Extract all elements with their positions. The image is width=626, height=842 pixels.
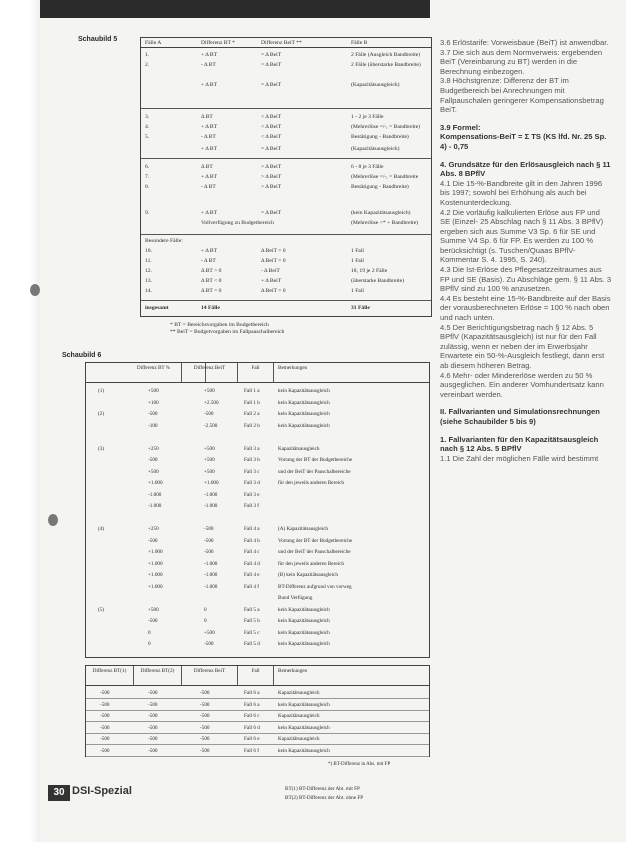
table-cell: +500 — [148, 606, 159, 613]
table-cell: Fall 2 b — [244, 422, 260, 429]
table-cell: und der BeiT der Pauschalbereiche — [278, 468, 351, 475]
table-row — [141, 164, 431, 172]
table-row — [86, 560, 429, 569]
schaubild5-table — [140, 37, 432, 317]
table-header — [141, 38, 431, 48]
table-cell: Δ BeiT = 0 — [261, 248, 286, 254]
table-cell: +1.000 — [148, 572, 163, 578]
table-row — [86, 387, 429, 396]
table-cell: -500 — [200, 747, 210, 754]
table-cell: +500 — [204, 445, 215, 452]
table-cell: > Δ BeiT — [261, 174, 282, 180]
table-cell: +500 — [204, 629, 215, 636]
table-cell: -500 — [100, 747, 110, 754]
table-cell: (überstarke Bandbreite) — [351, 278, 404, 284]
section2-heading: II. Fallvarianten und Simulationsrechnungen (siehe Schaubilder 5 bis 9) — [440, 407, 600, 426]
table-cell: 5. — [145, 134, 150, 140]
table-cell: -500 — [100, 713, 110, 719]
table-cell: (1) — [98, 388, 105, 394]
table-cell: Fall 5 c — [244, 629, 260, 636]
table-cell: Fall 5 a — [244, 606, 260, 613]
table-cell: Fall 1 b — [244, 399, 260, 406]
schaubild5-label: Schaubild 5 — [78, 36, 118, 43]
table-cell: (4) — [98, 526, 105, 532]
table-cell: +2.500 — [204, 399, 219, 406]
table-cell: 18, 19 je 2 Fälle — [351, 268, 388, 274]
table-cell: Fall 3 f — [244, 503, 259, 509]
table-cell: (A) Kapazitätsausgleich — [278, 526, 328, 532]
table-cell: 1 - 2 je 3 Fälle — [351, 114, 384, 120]
page-number: 30 — [48, 785, 70, 801]
table-row — [86, 491, 429, 500]
table-cell: -500 — [148, 701, 158, 708]
table-cell: Vorrang der BT der Budgetbereiche — [278, 457, 353, 463]
footnote: BT(2) BT-Differenz der Abt. ohne FP — [285, 795, 364, 801]
table-row — [86, 456, 429, 465]
table-cell: +500 — [204, 457, 215, 463]
table-cell: Fall 3 a — [244, 445, 260, 452]
table-row — [86, 445, 429, 454]
table-cell: 1 Fall — [351, 288, 364, 294]
table-row — [86, 723, 429, 734]
table-row — [141, 124, 431, 132]
table-cell: Δ BeiT = 0 — [261, 258, 286, 264]
table-cell: -500 — [200, 724, 210, 731]
table-cell: (B) kein Kapazitätsausgleich — [278, 572, 338, 578]
table-row — [86, 502, 429, 511]
table-cell: + Δ BT — [201, 174, 218, 180]
table-cell: -500 — [204, 641, 214, 647]
table-row — [86, 594, 429, 603]
table-cell: + Δ BT — [201, 124, 218, 130]
table-row — [86, 583, 429, 592]
table-cell: = Δ BeiT — [261, 52, 282, 58]
table-row — [86, 688, 429, 699]
table-cell: -1.000 — [148, 503, 162, 509]
table-note: *) BT-Differenz in Abs. mit FP — [328, 762, 391, 767]
table-cell: Fall 6 e — [244, 736, 260, 742]
table-cell: > Δ BeiT — [261, 184, 282, 190]
table-cell: -1.000 — [204, 491, 218, 498]
total-label: insgesamt — [145, 305, 169, 311]
table-cell: +500 — [204, 468, 215, 475]
table-cell: Fall 2 a — [244, 411, 260, 417]
divider — [141, 300, 431, 301]
table-cell: 9. — [145, 210, 150, 216]
divider — [141, 158, 431, 159]
table-row — [141, 220, 431, 228]
table-row — [86, 629, 429, 638]
table-cell: Fall 4 a — [244, 526, 260, 532]
table-cell: Fall 3 c — [244, 468, 260, 475]
table-cell: 4. — [145, 124, 150, 130]
table-cell: +1.000 — [148, 549, 163, 555]
table-cell: - Δ BT — [201, 184, 216, 190]
table-cell: Δ BeiT = 0 — [261, 288, 286, 294]
schaubild6-table — [85, 362, 430, 658]
header-cell: Differenz BT * — [201, 40, 235, 46]
table-cell: +250 — [148, 526, 159, 532]
divider — [141, 234, 431, 235]
table-cell: +100 — [148, 399, 159, 406]
paragraph: 3.7 Die sich aus dem Normverweis: ergebenden BeiT (Vereinbarung zu BT) werden in die Berechnung einbezogen. — [440, 47, 603, 76]
header-cell: Bemerkungen — [274, 363, 430, 383]
paragraph: 4.4 Es besteht eine 15-%-Bandbreite auf der Basis der vorausberechneten Erlöse = 100 % nach oben und nach unten. — [440, 293, 611, 323]
table-row — [86, 410, 429, 419]
table-cell: + Δ BT — [201, 146, 218, 152]
table-cell: Kapazitätsausgleich — [278, 445, 320, 452]
simulation-table — [85, 665, 430, 757]
table-row — [141, 134, 431, 142]
table-cell: Bund Verfügung — [278, 595, 313, 601]
table-cell: +500 — [148, 388, 159, 394]
header-cell: Differenz BT % — [126, 363, 182, 383]
table-cell: Fall 6 c — [244, 713, 260, 719]
table-cell: Fall 4 c — [244, 549, 260, 555]
table-cell: kein Kapazitätsausgleich — [278, 747, 330, 754]
table-row — [86, 433, 429, 442]
table-cell: kein Kapazitätsausgleich — [278, 701, 330, 708]
table-cell: Fall 4 d — [244, 560, 260, 567]
table-cell: +250 — [148, 445, 159, 452]
table-row — [86, 548, 429, 557]
table-cell: Kapazitätsausgleich — [278, 690, 320, 696]
table-cell: 0 — [204, 606, 207, 613]
table-cell: +1.000 — [148, 583, 163, 590]
legend-line: * BT = Bereichsvorgaben im Budgetbereich — [170, 322, 269, 328]
table-row — [86, 711, 429, 722]
table-cell: 6 - 8 je 3 Fälle — [351, 164, 384, 170]
table-cell: 2 Fälle (Ausgleich Bandbreite) — [351, 52, 421, 58]
table-cell: - Δ BT — [201, 258, 216, 264]
table-cell: Bestätigung - Bandbreite) — [351, 184, 409, 190]
table-cell: -500 — [100, 736, 110, 742]
header-cell: Differenz BeiT — [182, 666, 238, 686]
table-cell: 6. — [145, 164, 150, 170]
table-cell: -500 — [100, 690, 110, 696]
table-cell: kein Kapazitätsausgleich — [278, 606, 330, 613]
total-cases-a: 14 Fälle — [201, 305, 220, 311]
header-cell: Fälle B — [351, 40, 368, 46]
paragraph: 4.3 Die Ist-Erlöse des Pflegesatzzeitraumes aus FP und SE (Basis). Zu Abschläge gem. § 11 Abs. 3 BPflV sind zu 100 % anzusetzen. — [440, 265, 612, 294]
total-row — [141, 305, 431, 313]
table-cell: und der BeiT der Pauschalbereiche — [278, 549, 351, 555]
table-row — [141, 184, 431, 192]
table-cell: Fall 6 d — [244, 724, 260, 731]
table-row — [141, 248, 431, 256]
table-cell: für den jeweils anderen Bereich — [278, 480, 344, 486]
table-cell: = Δ BeiT — [261, 62, 282, 68]
paragraph: 4.2 Die vorläufig kalkulierten Erlöse aus FP und SE (Einzel- 25 Abschlag nach § 11 Abs. 3 BPflV) ergeben sich aus Summe V3 Sp. 6 für SE und Summe V4 Sp. 6 für FP. Es werden zu 100 % berücksichtigt (s. Tuschen/Quaas BPflV-Kommentar S. 4. 1995, S. 240). — [440, 207, 604, 265]
table-row — [86, 479, 429, 488]
table-cell: Δ BT — [201, 114, 213, 120]
table-cell: -1.000 — [204, 572, 218, 578]
table-cell: - Δ BT — [201, 62, 216, 68]
publication-name: DSI-Spezial — [72, 785, 132, 797]
table-cell: (3) — [98, 445, 105, 452]
table-cell: -500 — [148, 457, 158, 463]
table-cell: = Δ BeiT — [261, 210, 282, 216]
header-cell: Fall — [238, 363, 274, 383]
table-cell: Fall 3 d — [244, 480, 260, 486]
section1-heading: 1. Fallvarianten für den Kapazitätsausgleich nach § 12 Abs. 5 BPflV — [440, 434, 599, 454]
table-cell: 1. — [145, 52, 150, 58]
table-cell: Vollverfügung zu Budgetbereich — [201, 220, 274, 226]
table-cell: Fall 3 e — [244, 491, 260, 498]
table-cell: + Δ BT — [201, 82, 218, 88]
table-cell: < Δ BeiT — [261, 114, 282, 120]
divider — [141, 108, 431, 109]
table-cell: -500 — [148, 736, 158, 742]
table-cell: -500 — [148, 690, 158, 696]
table-row — [141, 82, 431, 90]
table-cell: kein Kapazitätsausgleich — [278, 422, 330, 429]
table-cell: +500 — [148, 468, 159, 475]
legend-line: ** BeiT = Budgetvorgaben im Fallpauschalbereich — [170, 329, 285, 335]
table-cell: 0 — [148, 629, 151, 636]
table-row — [86, 399, 429, 408]
table-row — [141, 258, 431, 266]
table-cell: < Δ BeiT — [261, 134, 282, 140]
table-cell: Fall 6 a — [244, 690, 260, 696]
table-cell: (Kapazitätsausgleich) — [351, 82, 400, 88]
table-row — [86, 640, 429, 649]
table-row — [141, 210, 431, 218]
paragraph: 4.5 Der Berichtigungsbetrag nach § 12 Abs. 5 BPflV (Kapazitätsausgleich) ist nur für den Fall zulässig, wenn er neben der im Erwerbsjahr Erwartete ein 50-%-Ausgleich festliegt, dann erst ab diesem höheren Betrag. — [440, 322, 605, 370]
paragraph: 3.8 Höchstgrenze: Differenz der BT im Budgetbereich bei Anrechnungen mit Fallpauschalen geringerer Kompensationsbetrag BeiT. — [440, 76, 604, 115]
header-cell: Differenz BT(2) — [134, 666, 182, 686]
table-row — [86, 700, 429, 711]
table-cell: Fall 4 f — [244, 583, 259, 590]
table-cell: (Mehrerlöse =/-, = Bandbreite — [351, 174, 419, 180]
table-row — [86, 571, 429, 580]
table-cell: (Mehrerlöse <* + Bandbreite) — [351, 220, 419, 226]
table-cell: -500 — [204, 526, 214, 532]
table-cell: +1.000 — [148, 560, 163, 567]
table-cell: 2 Fälle (überstarke Bandbreite) — [351, 62, 421, 68]
paragraph: 4.6 Mehr- oder Mindererlöse werden zu 50 % ausgeglichen. Ein anderer Vomhundertsatz kann vereinbart werden. — [440, 370, 604, 399]
table-cell: +1.000 — [204, 480, 219, 486]
table-row — [86, 606, 429, 615]
table-cell: (Mehrerlöse =/-, = Bandbreite) — [351, 124, 421, 130]
table-cell: -100 — [148, 422, 158, 429]
table-cell: Kapazitätsausgleich — [278, 736, 320, 742]
table-row — [141, 268, 431, 276]
table-cell: -500 — [148, 747, 158, 754]
table-row — [86, 617, 429, 626]
header-cell: Bemerkungen — [274, 666, 430, 686]
total-cases-b: 31 Fälle — [351, 305, 370, 311]
table-cell: Bestätigung - Bandbreite) — [351, 134, 409, 140]
table-cell: -1.000 — [204, 583, 218, 590]
header-cell: Fälle A — [145, 40, 162, 46]
table-row — [141, 52, 431, 60]
table-cell: kein Kapazitätsausgleich — [278, 399, 330, 406]
table-cell: kein Kapazitätsausgleich — [278, 411, 330, 417]
table-cell: 11. — [145, 258, 152, 264]
table-cell: - Δ BeiT — [261, 268, 280, 274]
page-margin — [0, 0, 40, 842]
table-cell: 13. — [145, 278, 152, 284]
special-title-row — [141, 238, 431, 246]
table-cell: -1.000 — [204, 560, 218, 567]
punch-hole — [30, 284, 40, 296]
table-cell: -500 — [204, 411, 214, 417]
table-row — [141, 146, 431, 154]
paragraph: 4.1 Die 15-%-Bandbreite gilt in den Jahren 1996 bis 1997; sowohl bei Erhöhung als auch bei Kostenunterdeckung. — [440, 178, 603, 207]
table-cell: 7. — [145, 174, 150, 180]
table-row — [141, 278, 431, 286]
table-row — [141, 288, 431, 296]
table-cell: = Δ BeiT — [261, 82, 282, 88]
table-cell: -500 — [100, 701, 110, 708]
table-row — [86, 734, 429, 745]
table-cell: -500 — [200, 690, 210, 696]
table-cell: 1 Fall — [351, 248, 364, 254]
punch-hole — [48, 514, 58, 526]
table-cell: kein Kapazitätsausgleich — [278, 388, 330, 394]
table-cell: BT-Differenz aufgrund von vorweg — [278, 583, 352, 590]
table-cell: = Δ BeiT — [261, 146, 282, 152]
paragraph: 3.6 Erlöstarife: Vorweisbaue (BeiT) ist anwendbar. — [440, 38, 609, 47]
footnote: BT(1) BT-Differenz der Abt. mit FP — [285, 786, 360, 792]
table-cell: 0 — [148, 641, 151, 647]
table-cell: 14. — [145, 288, 152, 294]
header-band — [40, 0, 430, 18]
table-cell: Fall 4 e — [244, 572, 260, 578]
table-cell: +500 — [204, 388, 215, 394]
table-cell: Kapazitätsausgleich — [278, 713, 320, 719]
table-legend — [170, 322, 284, 336]
table-cell: kein Kapazitätsausgleich — [278, 629, 330, 636]
table-cell: (2) — [98, 411, 105, 417]
table-cell: 8. — [145, 184, 150, 190]
table-cell: 12. — [145, 268, 152, 274]
table-row — [86, 525, 429, 534]
table-cell: (Kapazitätsausgleich) — [351, 146, 400, 152]
table-cell: Δ BT > 0 — [201, 268, 222, 274]
formula: Kompensations-BeiT = Σ TS (KS lfd. Nr. 25 Sp. 4) - 0,75 — [440, 132, 607, 151]
table-row — [86, 537, 429, 546]
table-cell: + Δ BT — [201, 248, 218, 254]
table-cell: Fall 4 b — [244, 537, 260, 544]
header-cell: Differenz BeiT ** — [261, 40, 302, 46]
section4-heading: 4. Grundsätze für den Erlösausgleich nach § 11 Abs. 8 BPflV — [440, 159, 611, 179]
table-row — [86, 514, 429, 523]
table-cell: < Δ BeiT — [261, 124, 282, 130]
table-cell: kein Kapazitätsausgleich — [278, 641, 330, 647]
header-cell: Differenz BeiT — [182, 363, 238, 383]
header-cell: Fall — [238, 666, 274, 686]
table-cell: kein Kapazitätsausgleich — [278, 724, 330, 731]
table-cell: -1.000 — [204, 503, 218, 509]
table-cell: für den jeweils anderen Bereich — [278, 560, 344, 567]
table-cell: 2. — [145, 62, 150, 68]
table-cell: - Δ BT — [201, 134, 216, 140]
table-cell: -500 — [204, 537, 214, 544]
table-row — [86, 746, 429, 757]
table-cell: Fall 6 a — [244, 701, 260, 708]
table-cell: -500 — [200, 713, 210, 719]
table-cell: (kein Kapazitätsausgleich) — [351, 210, 411, 216]
table-cell: Fall 5 d — [244, 641, 260, 647]
table-cell: + Δ BT — [201, 52, 218, 58]
table-cell: Δ BT < 0 — [201, 278, 222, 284]
table-cell: -500 — [148, 618, 158, 624]
table-cell: + Δ BeiT — [261, 278, 282, 284]
table-cell: kein Kapazitätsausgleich — [278, 618, 330, 624]
table-cell: -500 — [204, 549, 214, 555]
table-cell: -500 — [148, 724, 158, 731]
table-row — [141, 174, 431, 182]
table-cell: -500 — [200, 736, 210, 742]
formula-heading: 3.9 Formel: — [440, 122, 481, 132]
table-cell: Fall 3 b — [244, 457, 260, 463]
table-cell: > Δ BeiT — [261, 164, 282, 170]
header-cell: Differenz BT(1) — [86, 666, 134, 686]
table-cell: 3. — [145, 114, 150, 120]
table-cell: 0 — [204, 618, 207, 624]
schaubild6-label: Schaubild 6 — [62, 352, 102, 359]
table-cell: -500 — [148, 537, 158, 544]
page-footer — [40, 782, 430, 804]
table-row — [86, 468, 429, 477]
table-cell: 1 Fall — [351, 258, 364, 264]
paragraph: 1.1 Die Zahl der möglichen Fälle wird bestimmt — [440, 453, 599, 463]
table-cell: 10. — [145, 248, 152, 254]
table-cell: Fall 6 f — [244, 747, 259, 754]
table-cell: + Δ BT — [201, 210, 218, 216]
table-cell: Vorrang der BT der Budgetbereiche — [278, 537, 353, 544]
table-row — [86, 422, 429, 431]
table-cell: Δ BT = 0 — [201, 288, 222, 294]
table-cell: -500 — [200, 701, 210, 708]
table-cell: -500 — [148, 713, 158, 719]
table-row — [141, 62, 431, 70]
table-cell: -1.000 — [148, 491, 162, 498]
table-cell: (5) — [98, 606, 105, 613]
table-cell: +1.000 — [148, 480, 163, 486]
table-row — [141, 114, 431, 122]
table-cell: Fall 1 a — [244, 388, 260, 394]
special-title: Besondere Fälle: — [145, 238, 183, 244]
table-cell: -2.500 — [204, 422, 218, 429]
table-cell: -500 — [100, 724, 110, 731]
table-cell: Fall 5 b — [244, 618, 260, 624]
table-cell: -500 — [148, 411, 158, 417]
right-text-column — [440, 38, 612, 463]
table-cell: Δ BT — [201, 164, 213, 170]
